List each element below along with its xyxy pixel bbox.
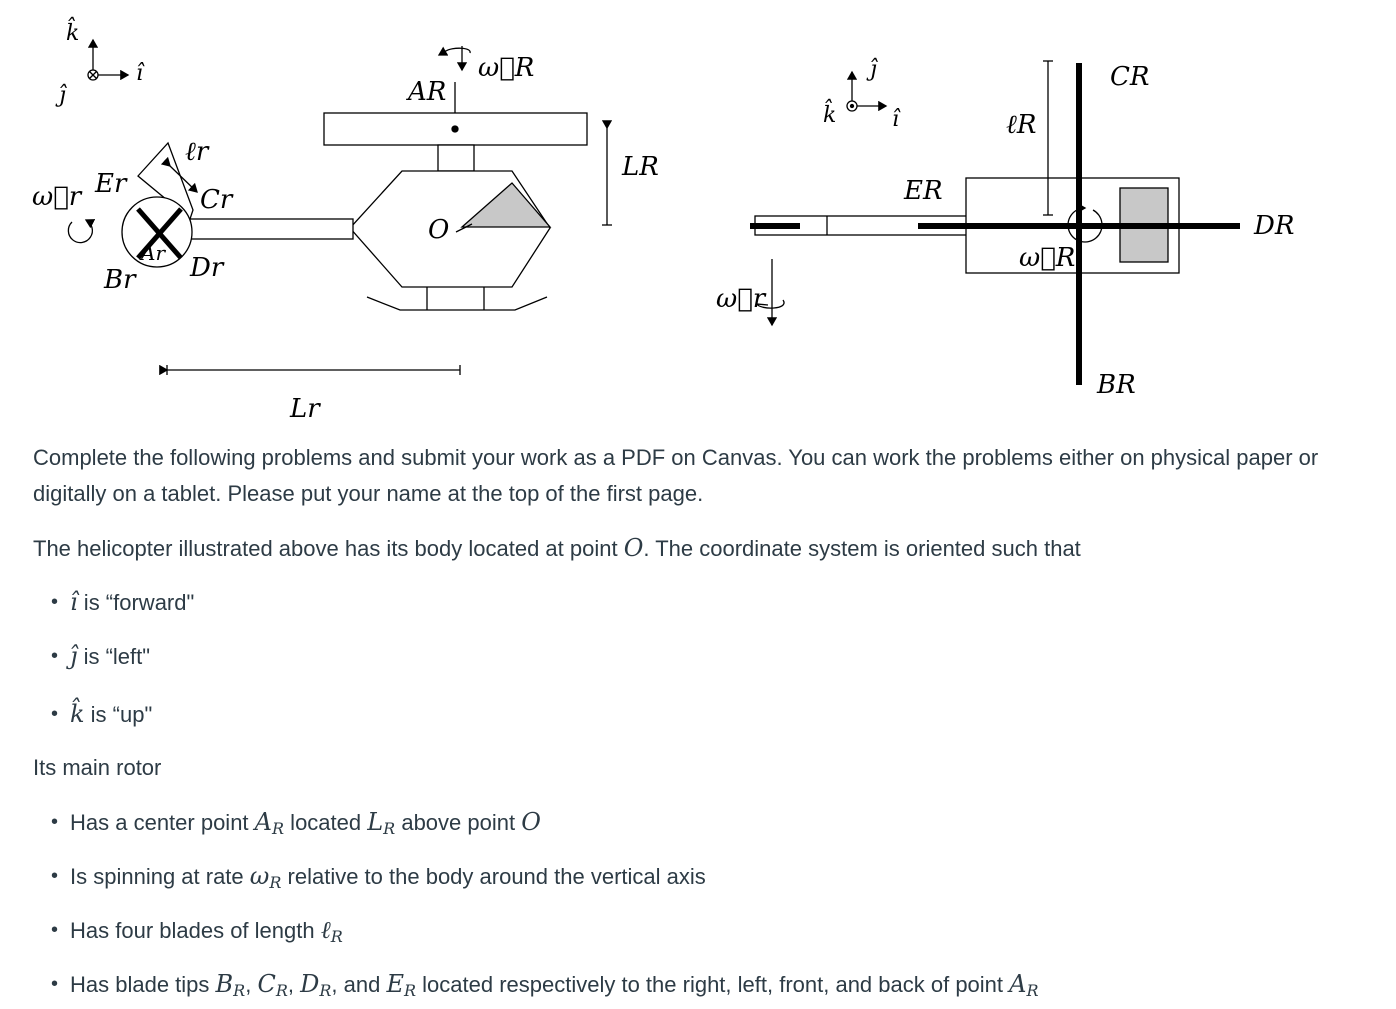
side-l-r-label: ℓr	[185, 137, 209, 167]
side-L-r-label: Lr	[290, 394, 320, 424]
list-item: • Has four blades of length ℓ$_R$	[70, 912, 343, 955]
top-E-R-label: ER	[904, 176, 943, 206]
side-k-hat: k̂	[66, 21, 80, 46]
side-A-r-label: Ar	[141, 241, 166, 265]
top-B-R-label: BR	[1097, 370, 1136, 400]
side-i-hat: î	[136, 61, 144, 86]
side-C-r-label: Cr	[200, 185, 233, 215]
helicopter-body	[68, 143, 550, 310]
body-sentence	[33, 530, 1363, 567]
list-item: • î is “forward"	[70, 584, 194, 621]
side-D-r-label: Dr	[190, 253, 224, 283]
side-omega-r-label: ω⃗r	[32, 182, 82, 212]
top-omega-R-label: ω⃗R	[1019, 243, 1076, 273]
top-i-hat: î	[892, 107, 900, 132]
side-view-axes	[88, 40, 128, 80]
body-sentence-after: . The coordinate system is oriented such that	[643, 536, 1081, 561]
L-r-dimension	[167, 365, 460, 375]
top-l-R-label: ℓR	[1006, 110, 1037, 140]
main-rotor-heading: Its main rotor	[33, 755, 162, 780]
side-O-label: O	[428, 215, 450, 245]
top-C-R-label: CR	[1110, 62, 1150, 92]
body-point-O: O	[623, 534, 644, 562]
top-omega-r-label: ω⃗r	[716, 284, 766, 314]
side-E-r-label: Er	[95, 169, 127, 199]
side-B-r-label: Br	[104, 265, 136, 295]
top-k-hat: k̂	[823, 103, 837, 128]
intro-paragraph: Complete the following problems and submit your work as a PDF on Canvas. You can work the problems either on physical paper or digitally on a tablet. Please put your name at the top of the first page.	[33, 445, 1319, 506]
list-item: • ĵ is “left"	[70, 638, 150, 675]
list-item: • Has blade tips $B_R$, $C_R$, $D_R$, and $E_R$ located respectively to the right, left, front, and back of point $A_R$	[70, 966, 1039, 1009]
side-L-R-label: LR	[622, 152, 659, 182]
top-D-R-label: DR	[1254, 211, 1295, 241]
list-item: • Is spinning at rate $\omega_R$ relative to the body around the vertical axis	[70, 858, 706, 901]
main-rotor-disk	[324, 46, 587, 171]
list-item: • k̂ is “up"	[70, 696, 152, 733]
top-j-hat: ĵ	[870, 57, 877, 82]
list-item: • Has a center point $A_R$ located $L_R$ above point O	[70, 804, 541, 847]
body-sentence-before: The helicopter illustrated above has its body located at point	[33, 536, 618, 561]
L-R-dimension	[602, 128, 612, 225]
side-A-R-label: AR	[408, 77, 447, 107]
side-j-hat: ĵ	[59, 83, 66, 108]
side-omega-R-label: ω⃗R	[478, 53, 535, 83]
top-view-axes	[847, 72, 886, 111]
helicopter-figure	[0, 0, 1396, 440]
